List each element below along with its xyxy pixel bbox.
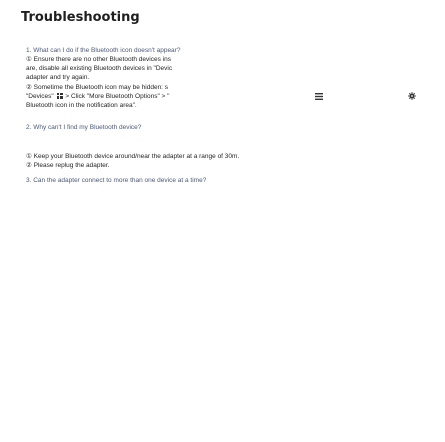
question-3: 3. Can the adapter connect to more than one device at a time?: [26, 177, 207, 184]
q1-answer-2-line-1: ② Sometime the Bluetooth icon may be hidden: s: [26, 84, 169, 91]
page-title: Troubleshooting: [21, 10, 140, 25]
menu-icon: [315, 93, 323, 100]
question-1: 1. What can I do if the Bluetooth icon doesn't appear?: [26, 47, 181, 54]
q1-answer-2-line-2-after: > Click "More Bluetooth Options" > ": [65, 93, 170, 100]
q1-answer-2-line-2: [26, 92, 169, 101]
q1-answer-1-line-3: adapter and try again.: [26, 74, 90, 81]
q1-answer-1-line-2: are, disable all existing Bluetooth devices in "Devic: [26, 65, 173, 72]
question-2: 2. Why can't I find my Bluetooth device?: [26, 124, 142, 131]
q2-answer-1: ① Keep your Bluetooth device around/near the adapter at a range of 30m.: [26, 153, 240, 160]
gear-icon: [408, 92, 416, 100]
devices-icon: [57, 93, 63, 99]
q2-answer-2: ② Please replug the adapter.: [26, 162, 110, 169]
q1-answer-2-line-2-before: "Devices": [26, 93, 54, 100]
q1-answer-2-line-3: Bluetooth icon in the notification area".: [26, 102, 137, 109]
q1-answer-1-line-1: ① Ensure there are no other Bluetooth devices ins: [26, 56, 171, 63]
